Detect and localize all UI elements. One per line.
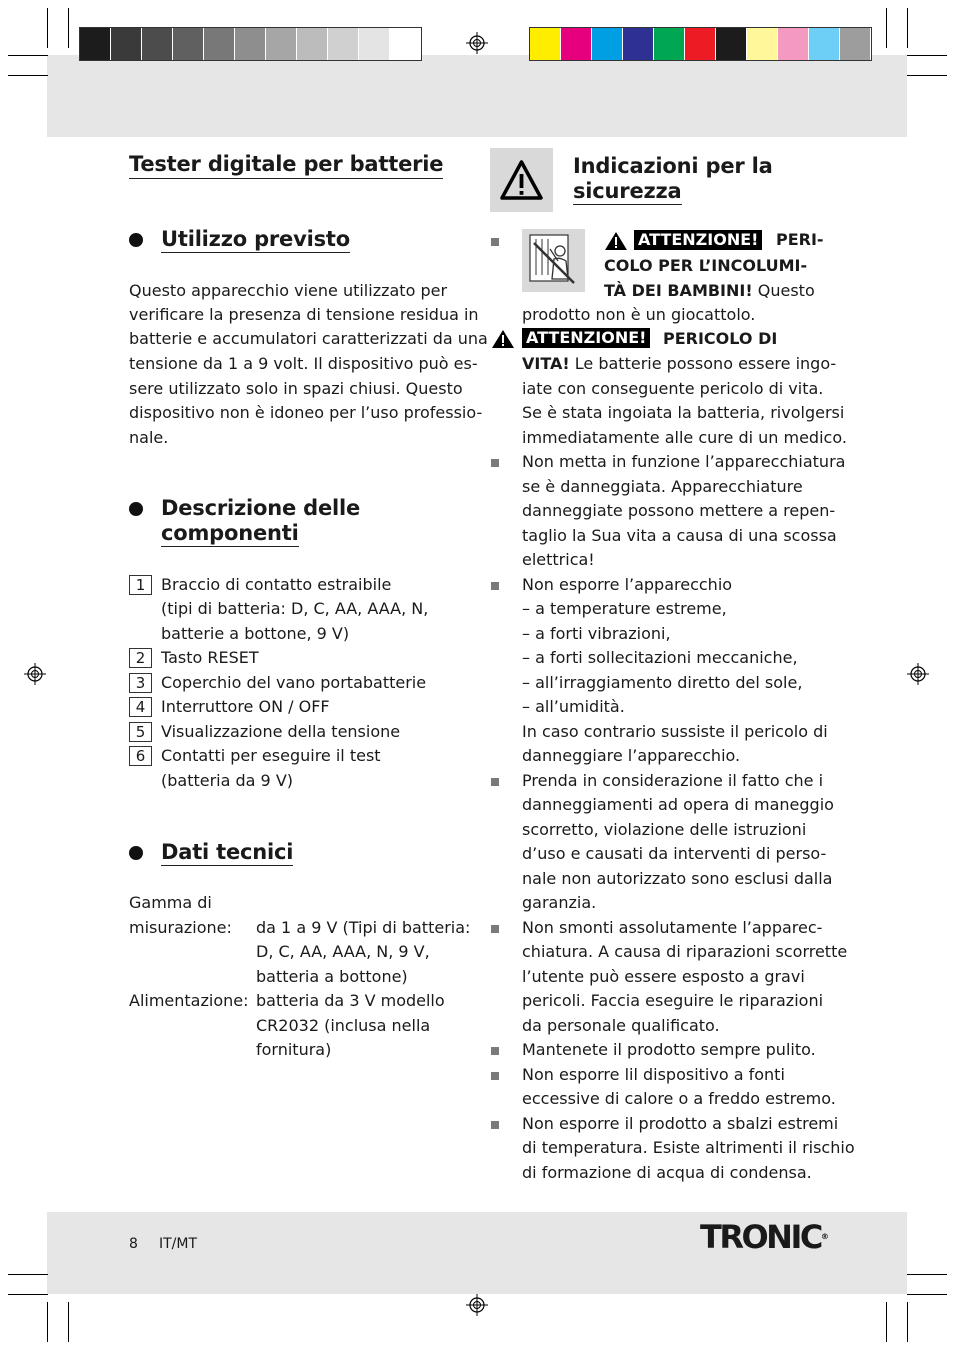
warning-text: prodotto non è un giocattolo. — [522, 305, 756, 324]
color-swatch — [297, 28, 328, 60]
color-swatch — [390, 28, 421, 60]
color-calibration-bar — [529, 27, 872, 61]
component-label: Visualizzazione della tensione — [161, 722, 401, 741]
list-item: Prenda in considerazione il fatto che i — [522, 771, 824, 790]
color-swatch — [142, 28, 173, 60]
component-number: 4 — [129, 697, 152, 717]
warning-text: immediatamente alle cure di un medico. — [522, 428, 847, 447]
color-swatch — [173, 28, 204, 60]
spec-value: fornitura) — [256, 1040, 332, 1059]
color-swatch — [778, 28, 809, 60]
color-swatch — [840, 28, 871, 60]
list-item: eccessive di calore o a freddo estremo. — [522, 1089, 836, 1108]
component-label: Contatti per eseguire il test — [161, 746, 381, 765]
list-item: Non esporre l’apparecchio — [522, 575, 733, 594]
spec-value: D, C, AA, AAA, N, 9 V, — [256, 942, 430, 961]
text-line: verificare la presenza di tensione residua in — [129, 305, 479, 324]
warning-triangle-icon — [490, 148, 553, 212]
list-bullet-icon — [491, 925, 499, 933]
warning-triangle-icon — [604, 231, 628, 251]
list-item: – a forti vibrazioni, — [522, 624, 671, 643]
color-swatch — [111, 28, 142, 60]
list-bullet-icon — [491, 1121, 499, 1129]
text-line: nale. — [129, 428, 169, 447]
component-label: Tasto RESET — [161, 648, 259, 667]
list-item: chiatura. A causa di riparazioni scorrette — [522, 942, 848, 961]
color-swatch — [204, 28, 235, 60]
component-number: 2 — [129, 648, 152, 668]
list-item: danneggiate possono mettere a repen- — [522, 501, 836, 520]
text-line: sere utilizzato solo in spazi chiusi. Questo — [129, 379, 463, 398]
component-label: Interruttore ON / OFF — [161, 697, 330, 716]
section-heading-componenti: Descrizione delle componenti — [161, 496, 361, 545]
list-item: nale non autorizzato sono esclusi dalla — [522, 869, 833, 888]
color-swatch — [561, 28, 592, 60]
component-label: Braccio di contatto estraibile — [161, 575, 392, 594]
list-item: – a forti sollecitazioni meccaniche, — [522, 648, 798, 667]
spec-value: CR2032 (inclusa nella — [256, 1016, 431, 1035]
list-item: se è danneggiata. Apparecchiature — [522, 477, 803, 496]
list-bullet-icon — [491, 459, 499, 467]
color-swatch — [80, 28, 111, 60]
brand-logo: TRONIC® — [700, 1218, 829, 1256]
component-number: 5 — [129, 722, 152, 742]
section-bullet-icon — [129, 502, 143, 516]
color-swatch — [266, 28, 297, 60]
list-bullet-icon — [491, 778, 499, 786]
registration-mark-icon — [907, 663, 929, 685]
list-item: – a temperature estreme, — [522, 599, 727, 618]
list-item: Non metta in funzione l’apparecchiatura — [522, 452, 846, 471]
language-code: IT/MT — [159, 1236, 198, 1252]
component-label: (tipi di batteria: D, C, AA, AAA, N, — [161, 599, 429, 618]
text-line: batterie e accumulatori caratterizzati da una — [129, 329, 488, 348]
section-bullet-icon — [129, 233, 143, 247]
color-swatch — [328, 28, 359, 60]
list-item: – all’irraggiamento diretto del sole, — [522, 673, 803, 692]
color-swatch — [530, 28, 561, 60]
component-number: 6 — [129, 746, 152, 766]
warning-text: PERICOLO DI — [663, 329, 778, 348]
color-swatch — [809, 28, 840, 60]
color-swatch — [685, 28, 716, 60]
spec-label: Alimentazione: — [129, 991, 249, 1010]
list-bullet-icon — [491, 1072, 499, 1080]
registration-mark-icon — [466, 1294, 488, 1316]
spec-value: da 1 a 9 V (Tipi di batteria: — [256, 918, 471, 937]
attention-label: ATTENZIONE! — [522, 328, 650, 348]
list-item: d’uso e causati da interventi di perso- — [522, 844, 827, 863]
spec-label: Gamma di — [129, 893, 212, 912]
color-swatch — [654, 28, 685, 60]
color-swatch — [747, 28, 778, 60]
component-label: Coperchio del vano portabatterie — [161, 673, 427, 692]
section-bullet-icon — [129, 846, 143, 860]
spec-value: batteria a bottone) — [256, 967, 408, 986]
list-item: Non esporre lil dispositivo a fonti — [522, 1065, 785, 1084]
warning-text: TÀ DEI BAMBINI! Questo — [604, 281, 815, 300]
section-heading-sicurezza: Indicazioni per la sicurezza — [573, 154, 773, 203]
list-item: scorretto, violazione delle istruzioni — [522, 820, 807, 839]
list-item: di formazione di acqua di condensa. — [522, 1163, 812, 1182]
list-item: taglio la Sua vita a causa di una scossa — [522, 526, 837, 545]
color-swatch — [716, 28, 747, 60]
list-item: In caso contrario sussiste il pericolo di — [522, 722, 828, 741]
color-swatch — [592, 28, 623, 60]
spec-label: misurazione: — [129, 918, 232, 937]
list-item: danneggiamenti ad opera di maneggio — [522, 795, 834, 814]
page-title: Tester digitale per batterie — [129, 152, 443, 179]
list-item: Mantenete il prodotto sempre pulito. — [522, 1040, 816, 1059]
list-bullet-icon — [491, 1047, 499, 1055]
component-label: (batteria da 9 V) — [161, 771, 294, 790]
list-item: di temperatura. Esiste altrimenti il rischio — [522, 1138, 855, 1157]
warning-triangle-icon — [491, 329, 515, 349]
list-bullet-icon — [491, 238, 499, 246]
list-item: da personale qualificato. — [522, 1016, 720, 1035]
registration-mark-icon — [24, 663, 46, 685]
text-line: Questo apparecchio viene utilizzato per — [129, 281, 448, 300]
attention-label: ATTENZIONE! — [634, 230, 762, 250]
text-line: dispositivo non è idoneo per l’uso professio- — [129, 403, 483, 422]
color-swatch — [359, 28, 390, 60]
section-heading-utilizzo: Utilizzo previsto — [161, 227, 350, 251]
text-line: tensione da 1 a 9 volt. Il dispositivo può es- — [129, 354, 478, 373]
registration-mark-icon — [466, 32, 488, 54]
list-item: Non smonti assolutamente l’apparec- — [522, 918, 823, 937]
warning-text: COLO PER L’INCOLUMI- — [604, 256, 808, 275]
list-item: l’utente può essere esposto a gravi — [522, 967, 805, 986]
section-heading-dati: Dati tecnici — [161, 840, 294, 864]
color-swatch — [235, 28, 266, 60]
list-item: pericoli. Faccia eseguire le riparazioni — [522, 991, 824, 1010]
warning-text: iate con conseguente pericolo di vita. — [522, 379, 824, 398]
warning-text: VITA! Le batterie possono essere ingo- — [522, 354, 837, 373]
list-bullet-icon — [491, 582, 499, 590]
list-item: Non esporre il prodotto a sbalzi estremi — [522, 1114, 839, 1133]
warning-text: Se è stata ingoiata la batteria, rivolgersi — [522, 403, 845, 422]
list-item: – all’umidità. — [522, 697, 625, 716]
list-item: danneggiare l’apparecchio. — [522, 746, 741, 765]
page-number: 8 — [129, 1236, 138, 1252]
component-number: 1 — [129, 575, 152, 595]
grayscale-calibration-bar — [79, 27, 422, 61]
header-band — [47, 55, 907, 137]
list-item: garanzia. — [522, 893, 597, 912]
color-swatch — [623, 28, 654, 60]
child-hazard-icon — [522, 229, 585, 292]
list-item: elettrica! — [522, 550, 595, 569]
component-number: 3 — [129, 673, 152, 693]
component-label: batterie a bottone, 9 V) — [161, 624, 350, 643]
warning-text: PERI- — [776, 230, 824, 249]
spec-value: batteria da 3 V modello — [256, 991, 445, 1010]
